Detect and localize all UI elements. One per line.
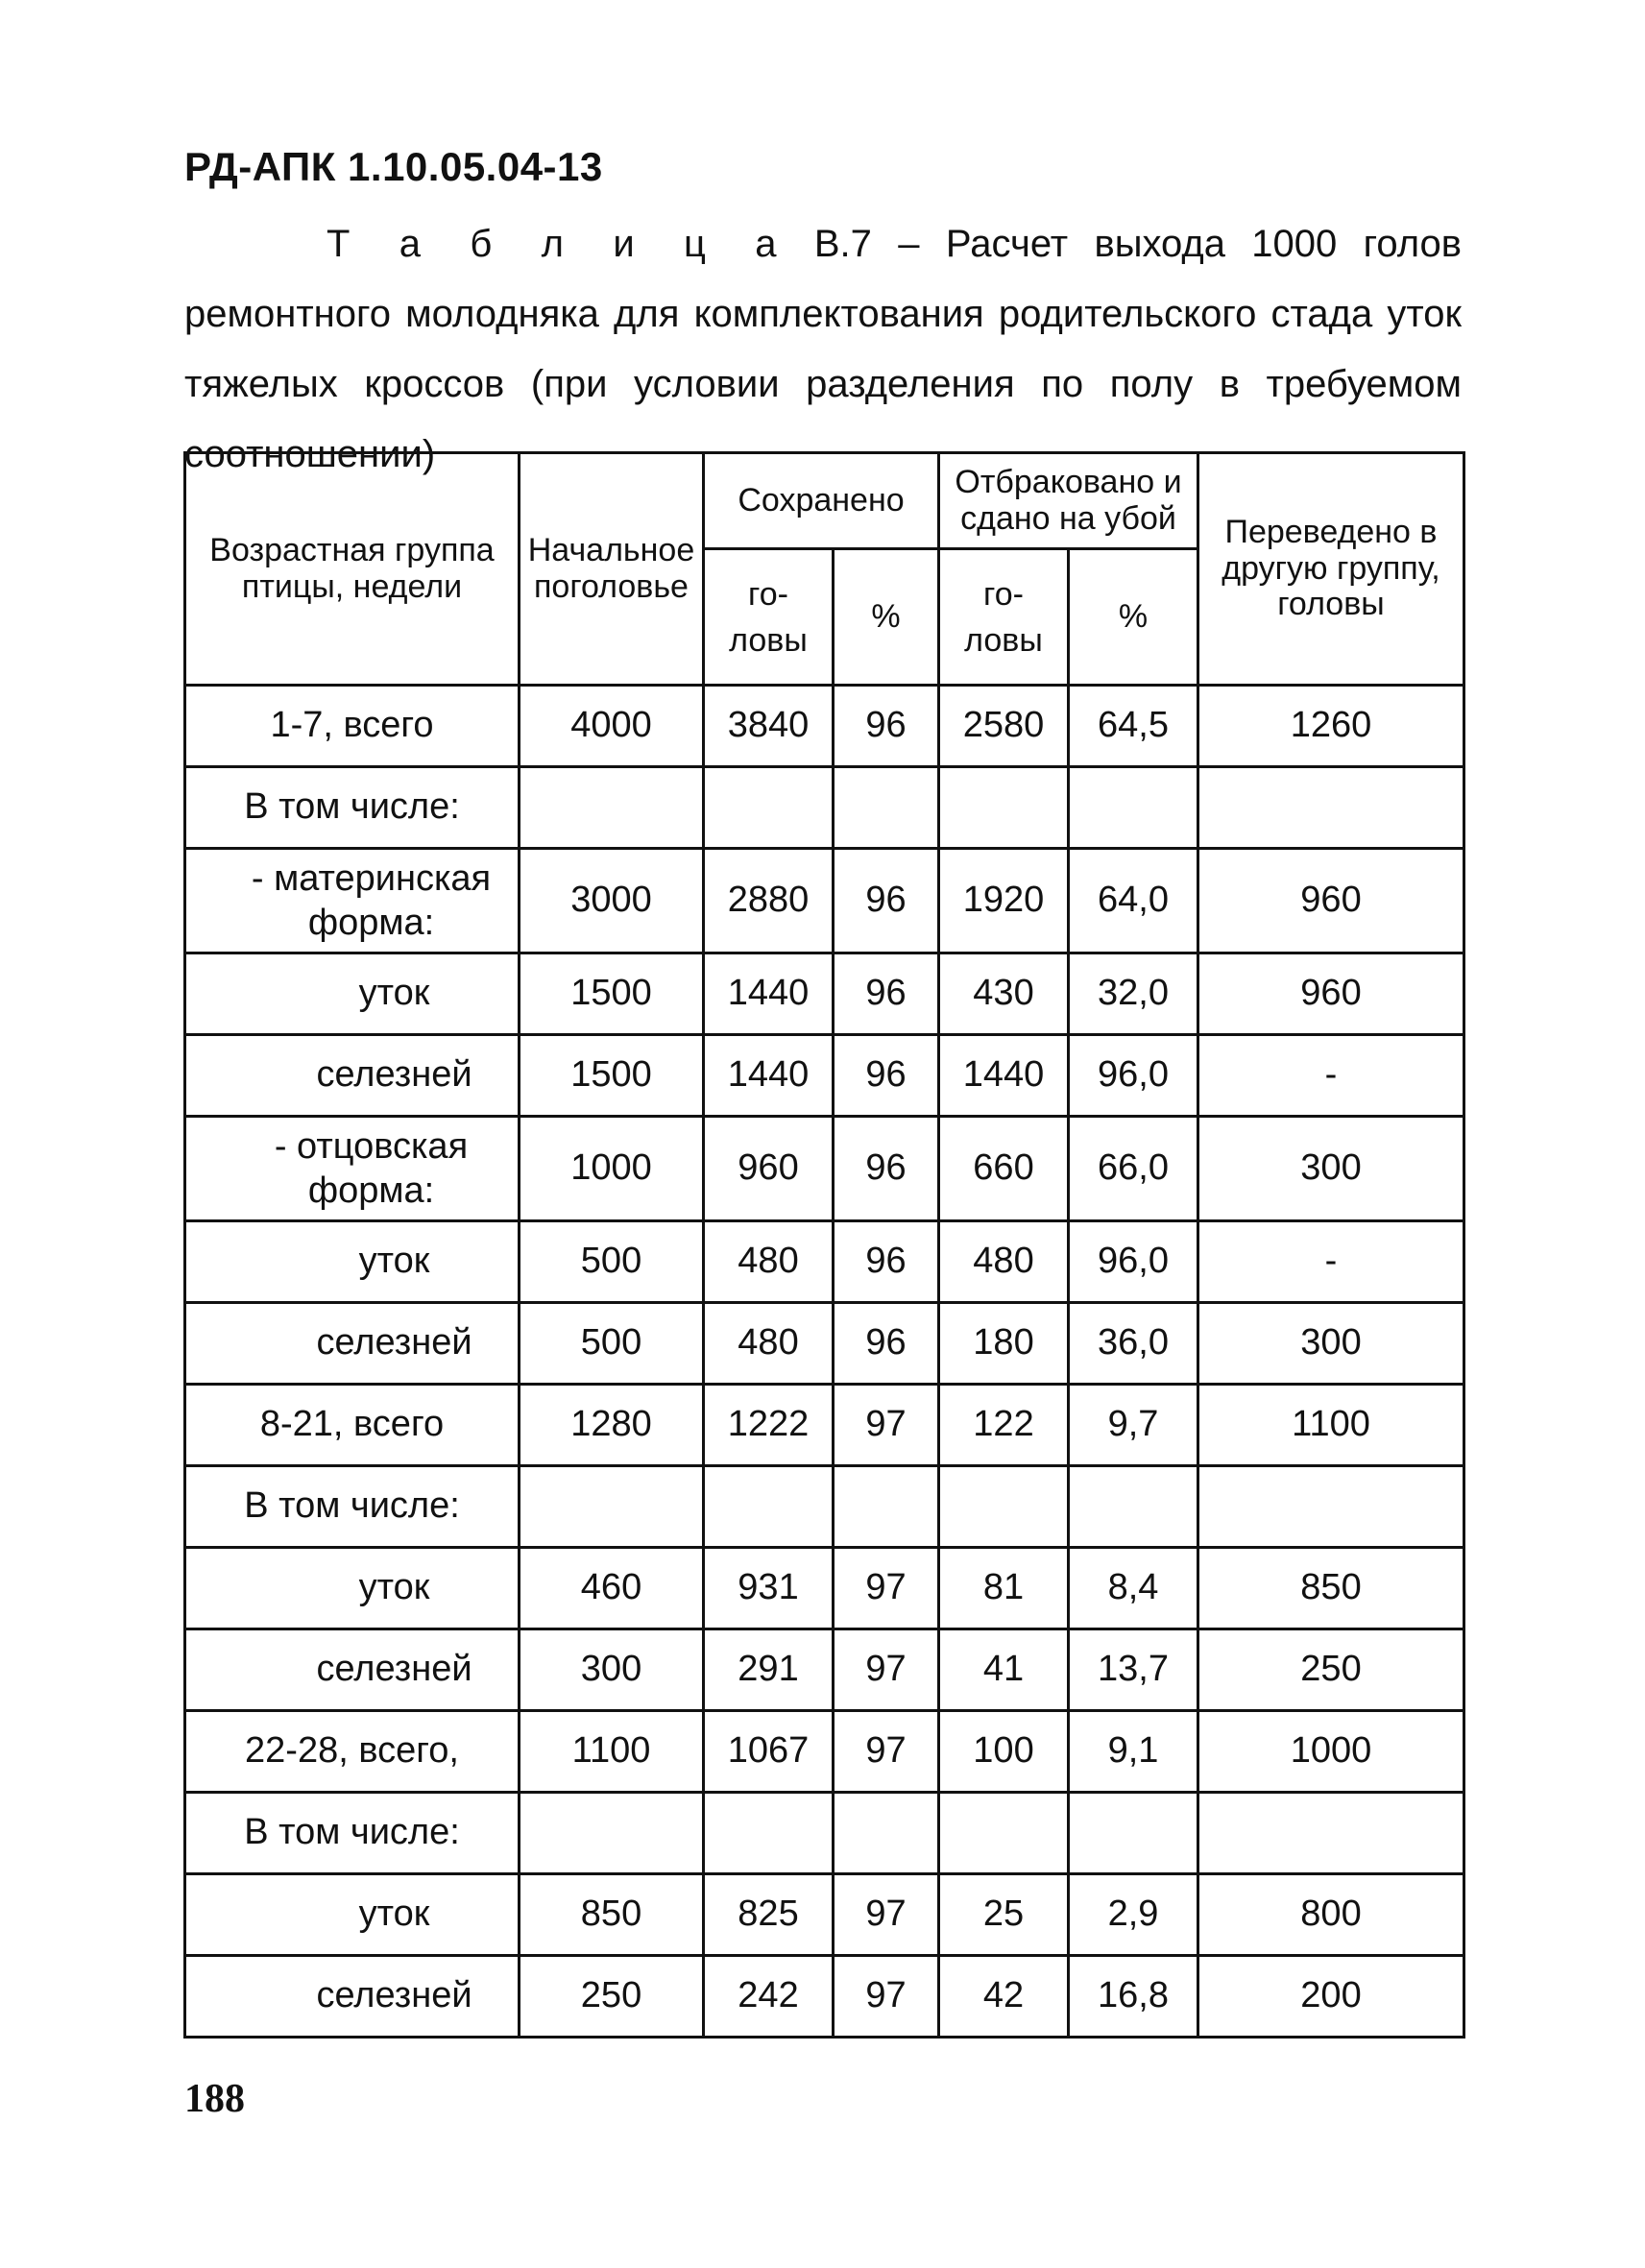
cell-culled-heads: 100 bbox=[939, 1711, 1069, 1793]
header-heads-bottom: ловы bbox=[729, 621, 808, 659]
header-saved: Сохранено bbox=[704, 453, 939, 549]
cell-culled-pct bbox=[1069, 767, 1198, 849]
cell-saved-pct: 97 bbox=[834, 1956, 939, 2038]
cell-saved-pct: 97 bbox=[834, 1548, 939, 1629]
table-row bbox=[185, 1629, 1464, 1711]
header-saved-percent: % bbox=[834, 549, 939, 686]
cell-initial: 1500 bbox=[520, 953, 704, 1035]
cell-culled-heads: 1920 bbox=[939, 849, 1069, 953]
cell-culled-pct: 16,8 bbox=[1069, 1956, 1198, 2038]
cell-transferred bbox=[1198, 1793, 1464, 1874]
cell-culled-pct: 13,7 bbox=[1069, 1629, 1198, 1711]
row-label: В том числе: bbox=[185, 1466, 520, 1548]
cell-culled-heads: 122 bbox=[939, 1385, 1069, 1466]
table-body bbox=[185, 686, 1464, 2038]
row-label: 8-21, всего bbox=[185, 1385, 520, 1466]
cell-culled-pct: 32,0 bbox=[1069, 953, 1198, 1035]
cell-saved-heads bbox=[704, 767, 834, 849]
row-label: селезней bbox=[185, 1303, 520, 1385]
cell-saved-pct: 97 bbox=[834, 1874, 939, 1956]
cell-culled-pct: 2,9 bbox=[1069, 1874, 1198, 1956]
cell-transferred: 960 bbox=[1198, 953, 1464, 1035]
cell-culled-pct: 9,1 bbox=[1069, 1711, 1198, 1793]
cell-initial: 460 bbox=[520, 1548, 704, 1629]
cell-culled-heads: 430 bbox=[939, 953, 1069, 1035]
cell-saved-pct bbox=[834, 1793, 939, 1874]
cell-initial: 1500 bbox=[520, 1035, 704, 1117]
header-heads-top: го- bbox=[748, 575, 788, 613]
cell-saved-heads: 291 bbox=[704, 1629, 834, 1711]
cell-saved-heads: 931 bbox=[704, 1548, 834, 1629]
cell-saved-pct: 97 bbox=[834, 1629, 939, 1711]
cell-culled-pct: 36,0 bbox=[1069, 1303, 1198, 1385]
cell-saved-pct: 96 bbox=[834, 686, 939, 767]
table-row bbox=[185, 1711, 1464, 1793]
cell-culled-heads: 42 bbox=[939, 1956, 1069, 2038]
cell-saved-pct: 96 bbox=[834, 1035, 939, 1117]
table-row bbox=[185, 849, 1464, 953]
header-initial-stock: Начальное поголовье bbox=[520, 453, 704, 686]
cell-culled-pct: 9,7 bbox=[1069, 1385, 1198, 1466]
cell-saved-heads: 1440 bbox=[704, 1035, 834, 1117]
cell-transferred bbox=[1198, 1466, 1464, 1548]
cell-saved-heads: 825 bbox=[704, 1874, 834, 1956]
row-label: селезней bbox=[185, 1956, 520, 2038]
cell-transferred: 850 bbox=[1198, 1548, 1464, 1629]
cell-culled-heads: 480 bbox=[939, 1221, 1069, 1303]
cell-saved-heads: 3840 bbox=[704, 686, 834, 767]
table-header bbox=[185, 453, 1464, 686]
table-row bbox=[185, 1035, 1464, 1117]
cell-saved-heads: 480 bbox=[704, 1303, 834, 1385]
table-row bbox=[185, 1793, 1464, 1874]
cell-transferred: 800 bbox=[1198, 1874, 1464, 1956]
cell-saved-heads: 960 bbox=[704, 1117, 834, 1221]
cell-saved-heads: 2880 bbox=[704, 849, 834, 953]
table-row bbox=[185, 1874, 1464, 1956]
row-label: уток bbox=[185, 953, 520, 1035]
cell-initial bbox=[520, 1466, 704, 1548]
cell-culled-pct: 96,0 bbox=[1069, 1221, 1198, 1303]
header-culled-heads bbox=[939, 549, 1069, 686]
table-caption-prefix: Т а б л и ц а bbox=[327, 223, 788, 265]
table-caption-text: В.7 – Расчет выхода 1000 голов ремонтного молодняка для комплектования родительского стада уток тяжелых кроссов (при условии разделения по полу в требуемом соотношении) bbox=[184, 223, 1462, 475]
cell-initial bbox=[520, 767, 704, 849]
cell-saved-pct: 97 bbox=[834, 1711, 939, 1793]
data-table bbox=[183, 451, 1465, 2039]
cell-initial: 850 bbox=[520, 1874, 704, 1956]
header-heads-bottom: ловы bbox=[964, 621, 1043, 659]
row-label: - отцовская форма: bbox=[185, 1117, 520, 1221]
cell-saved-pct bbox=[834, 767, 939, 849]
header-saved-heads bbox=[704, 549, 834, 686]
row-label: 1-7, всего bbox=[185, 686, 520, 767]
cell-saved-heads: 1222 bbox=[704, 1385, 834, 1466]
document-code: РД-АПК 1.10.05.04-13 bbox=[184, 144, 603, 189]
cell-culled-heads: 41 bbox=[939, 1629, 1069, 1711]
cell-saved-pct: 96 bbox=[834, 849, 939, 953]
cell-culled-pct bbox=[1069, 1466, 1198, 1548]
cell-saved-pct: 97 bbox=[834, 1385, 939, 1466]
cell-initial: 250 bbox=[520, 1956, 704, 2038]
cell-culled-pct: 64,0 bbox=[1069, 849, 1198, 953]
header-heads-top: го- bbox=[983, 575, 1024, 613]
header-age-group: Возрастная группа птицы, недели bbox=[185, 453, 520, 686]
cell-transferred: 300 bbox=[1198, 1303, 1464, 1385]
cell-initial bbox=[520, 1793, 704, 1874]
row-label: селезней bbox=[185, 1035, 520, 1117]
cell-culled-heads bbox=[939, 1793, 1069, 1874]
table-row bbox=[185, 953, 1464, 1035]
cell-saved-heads bbox=[704, 1466, 834, 1548]
cell-transferred: 1100 bbox=[1198, 1385, 1464, 1466]
table-row bbox=[185, 686, 1464, 767]
table-row bbox=[185, 1385, 1464, 1466]
cell-initial: 500 bbox=[520, 1303, 704, 1385]
cell-culled-heads: 2580 bbox=[939, 686, 1069, 767]
page-number: 188 bbox=[184, 2077, 245, 2121]
row-label: 22-28, всего, bbox=[185, 1711, 520, 1793]
cell-culled-heads bbox=[939, 1466, 1069, 1548]
cell-transferred: 250 bbox=[1198, 1629, 1464, 1711]
cell-initial: 1000 bbox=[520, 1117, 704, 1221]
table-row bbox=[185, 1548, 1464, 1629]
header-culled: Отбраковано и сдано на убой bbox=[939, 453, 1198, 549]
cell-saved-pct: 96 bbox=[834, 953, 939, 1035]
cell-saved-heads: 1067 bbox=[704, 1711, 834, 1793]
cell-culled-heads bbox=[939, 767, 1069, 849]
cell-saved-pct: 96 bbox=[834, 1221, 939, 1303]
row-label: В том числе: bbox=[185, 1793, 520, 1874]
cell-transferred: - bbox=[1198, 1221, 1464, 1303]
cell-transferred bbox=[1198, 767, 1464, 849]
table-row bbox=[185, 1303, 1464, 1385]
cell-culled-heads: 25 bbox=[939, 1874, 1069, 1956]
row-label: уток bbox=[185, 1874, 520, 1956]
cell-initial: 4000 bbox=[520, 686, 704, 767]
cell-initial: 3000 bbox=[520, 849, 704, 953]
cell-transferred: 960 bbox=[1198, 849, 1464, 953]
cell-saved-heads: 1440 bbox=[704, 953, 834, 1035]
cell-initial: 1280 bbox=[520, 1385, 704, 1466]
cell-culled-heads: 81 bbox=[939, 1548, 1069, 1629]
cell-initial: 300 bbox=[520, 1629, 704, 1711]
cell-initial: 500 bbox=[520, 1221, 704, 1303]
cell-culled-heads: 1440 bbox=[939, 1035, 1069, 1117]
cell-culled-pct bbox=[1069, 1793, 1198, 1874]
cell-transferred: 300 bbox=[1198, 1117, 1464, 1221]
cell-saved-pct: 96 bbox=[834, 1117, 939, 1221]
cell-saved-heads bbox=[704, 1793, 834, 1874]
cell-transferred: 1000 bbox=[1198, 1711, 1464, 1793]
row-label: уток bbox=[185, 1221, 520, 1303]
row-label: селезней bbox=[185, 1629, 520, 1711]
cell-saved-pct bbox=[834, 1466, 939, 1548]
table-row bbox=[185, 1221, 1464, 1303]
cell-culled-heads: 180 bbox=[939, 1303, 1069, 1385]
table-row bbox=[185, 1466, 1464, 1548]
cell-culled-pct: 66,0 bbox=[1069, 1117, 1198, 1221]
cell-saved-heads: 480 bbox=[704, 1221, 834, 1303]
cell-initial: 1100 bbox=[520, 1711, 704, 1793]
table-row bbox=[185, 1117, 1464, 1221]
cell-culled-pct: 8,4 bbox=[1069, 1548, 1198, 1629]
cell-culled-heads: 660 bbox=[939, 1117, 1069, 1221]
cell-saved-pct: 96 bbox=[834, 1303, 939, 1385]
header-transferred: Переведено в другую группу, головы bbox=[1198, 453, 1464, 686]
cell-saved-heads: 242 bbox=[704, 1956, 834, 2038]
cell-transferred: 1260 bbox=[1198, 686, 1464, 767]
row-label: В том числе: bbox=[185, 767, 520, 849]
table-caption bbox=[184, 209, 1462, 490]
row-label: - материнская форма: bbox=[185, 849, 520, 953]
table-row bbox=[185, 1956, 1464, 2038]
cell-transferred: 200 bbox=[1198, 1956, 1464, 2038]
cell-culled-pct: 96,0 bbox=[1069, 1035, 1198, 1117]
cell-culled-pct: 64,5 bbox=[1069, 686, 1198, 767]
header-culled-percent: % bbox=[1069, 549, 1198, 686]
row-label: уток bbox=[185, 1548, 520, 1629]
cell-transferred: - bbox=[1198, 1035, 1464, 1117]
table-row bbox=[185, 767, 1464, 849]
